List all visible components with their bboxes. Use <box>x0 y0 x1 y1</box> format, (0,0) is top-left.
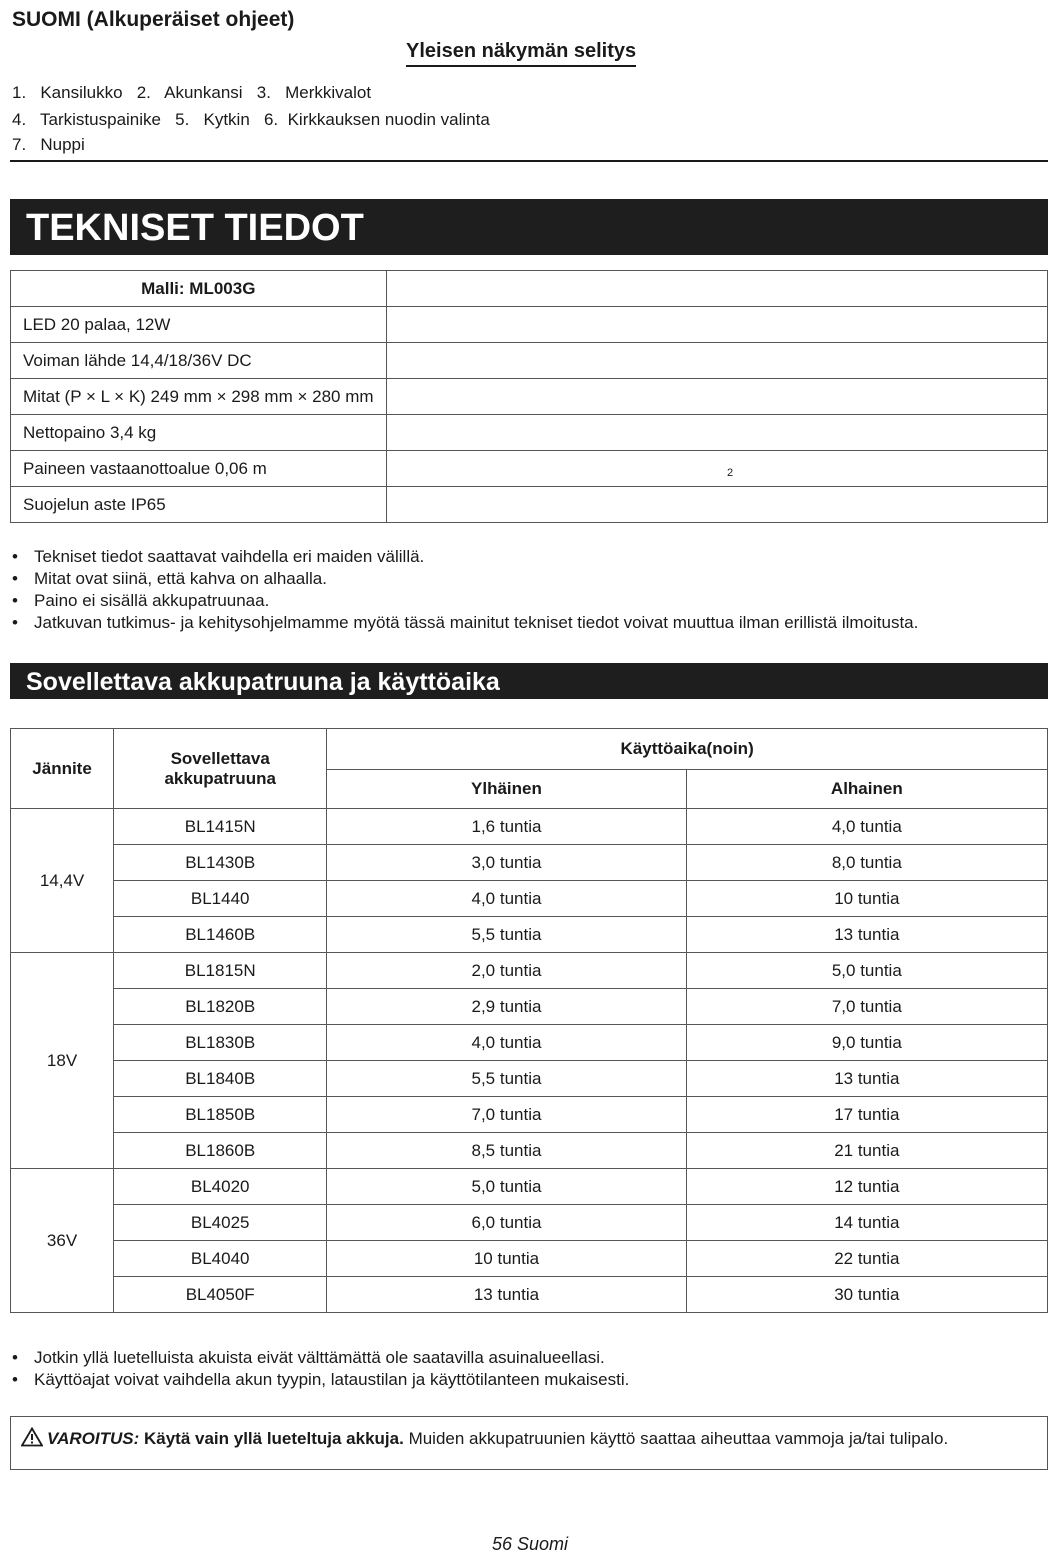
runtime-high-cell: 13 tuntia <box>327 1277 686 1313</box>
runtime-low-cell: 9,0 tuntia <box>686 1025 1047 1061</box>
note: • Jotkin yllä luetelluista akuista eivät välttämättä ole saatavilla asuinalueellasi. <box>12 1347 629 1369</box>
page-footer: 56 Suomi <box>491 1534 569 1554</box>
note: • Jatkuvan tutkimus- ja kehitysohjelmamme myötä tässä mainitut tekniset tiedot voivat muuttua ilman erillistä ilmoitusta. <box>12 612 918 634</box>
superscript-2: 2 <box>727 467 734 479</box>
model-cell: BL1820B <box>114 989 327 1025</box>
warning-box <box>10 1416 1048 1470</box>
battery-row <box>11 1025 1048 1061</box>
runtime-high-cell: 7,0 tuntia <box>327 1097 686 1133</box>
runtime-high-cell: 1,6 tuntia <box>327 809 686 845</box>
parts-line: 7. Nuppi <box>12 135 85 154</box>
spec-protection: Suojelun aste IP65 <box>11 487 387 523</box>
runtime-low-cell: 10 tuntia <box>686 881 1047 917</box>
specs-banner: TEKNISET TIEDOT <box>10 199 1048 255</box>
model-cell: BL1850B <box>114 1097 327 1133</box>
battery-row <box>11 1241 1048 1277</box>
battery-row <box>11 1061 1048 1097</box>
model-cell: BL4020 <box>114 1169 327 1205</box>
battery-row <box>11 1277 1048 1313</box>
model-cell: BL1860B <box>114 1133 327 1169</box>
voltage-cell: 36V <box>11 1169 114 1313</box>
battery-row <box>11 1097 1048 1133</box>
battery-row <box>11 809 1048 845</box>
runtime-high-cell: 8,5 tuntia <box>327 1133 686 1169</box>
parts-line: 1. Kansilukko 2. Akunkansi 3. Merkkivalot <box>12 83 372 102</box>
runtime-low-cell: 13 tuntia <box>686 1061 1047 1097</box>
battery-row <box>11 1133 1048 1169</box>
runtime-high-cell: 10 tuntia <box>327 1241 686 1277</box>
battery-banner: Sovellettava akkupatruuna ja käyttöaika <box>10 663 1048 699</box>
warning-emphasis: Käytä vain yllä lueteltuja akkuja. <box>143 1429 404 1448</box>
runtime-high-cell: 5,5 tuntia <box>327 1061 686 1097</box>
warning-label: VAROITUS: <box>47 1429 140 1448</box>
header-runtime: Käyttöaika(noin) <box>327 729 1048 770</box>
battery-row <box>11 881 1048 917</box>
header-low: Alhainen <box>686 770 1047 809</box>
runtime-high-cell: 6,0 tuntia <box>327 1205 686 1241</box>
spec-weight: Nettopaino 3,4 kg <box>11 415 387 451</box>
spec-blank <box>386 271 1047 307</box>
spec-led: LED 20 palaa, 12W <box>11 307 387 343</box>
runtime-high-cell: 2,9 tuntia <box>327 989 686 1025</box>
model-cell: BL1460B <box>114 917 327 953</box>
model-cell: BL4040 <box>114 1241 327 1277</box>
battery-table <box>10 728 1048 1313</box>
specs-notes <box>12 546 918 634</box>
warning-text: Muiden akkupatruunien käyttö saattaa aiheuttaa vammoja ja/tai tulipalo. <box>408 1429 949 1448</box>
model-cell: BL1430B <box>114 845 327 881</box>
runtime-high-cell: 2,0 tuntia <box>327 953 686 989</box>
header-voltage: Jännite <box>11 729 114 809</box>
voltage-cell: 18V <box>11 953 114 1169</box>
specs-table <box>10 270 1048 523</box>
runtime-low-cell: 8,0 tuntia <box>686 845 1047 881</box>
runtime-low-cell: 4,0 tuntia <box>686 809 1047 845</box>
battery-row <box>11 1169 1048 1205</box>
runtime-high-cell: 5,5 tuntia <box>327 917 686 953</box>
language-title: SUOMI (Alkuperäiset ohjeet) <box>12 8 295 31</box>
runtime-high-cell: 4,0 tuntia <box>327 881 686 917</box>
runtime-low-cell: 5,0 tuntia <box>686 953 1047 989</box>
note: • Tekniset tiedot saattavat vaihdella eri maiden välillä. <box>12 546 918 568</box>
runtime-low-cell: 21 tuntia <box>686 1133 1047 1169</box>
battery-notes <box>12 1347 629 1391</box>
model-cell: BL1815N <box>114 953 327 989</box>
header-cartridge: Sovellettava akkupatruuna <box>114 729 327 809</box>
divider <box>10 160 1048 162</box>
warning-icon <box>21 1427 43 1447</box>
model-cell: BL4050F <box>114 1277 327 1313</box>
note: • Käyttöajat voivat vaihdella akun tyypin, lataustilan ja käyttötilanteen mukaisesti. <box>12 1369 629 1391</box>
battery-row <box>11 917 1048 953</box>
runtime-low-cell: 14 tuntia <box>686 1205 1047 1241</box>
spec-power: Voiman lähde 14,4/18/36V DC <box>11 343 387 379</box>
battery-row <box>11 989 1048 1025</box>
model-cell: BL1415N <box>114 809 327 845</box>
note: • Mitat ovat siinä, että kahva on alhaalla. <box>12 568 918 590</box>
battery-row <box>11 953 1048 989</box>
spec-pressure-area: Paineen vastaanottoalue 0,06 m <box>11 451 387 487</box>
runtime-low-cell: 17 tuntia <box>686 1097 1047 1133</box>
runtime-low-cell: 7,0 tuntia <box>686 989 1047 1025</box>
spec-dimensions: Mitat (P × L × K) 249 mm × 298 mm × 280 mm <box>11 379 387 415</box>
battery-row <box>11 1205 1048 1241</box>
model-cell: BL4025 <box>114 1205 327 1241</box>
runtime-low-cell: 22 tuntia <box>686 1241 1047 1277</box>
overview-title: Yleisen näkymän selitys <box>406 40 636 67</box>
parts-line: 4. Tarkistuspainike 5. Kytkin 6. Kirkkauksen nuodin valinta <box>12 110 490 129</box>
battery-row <box>11 845 1048 881</box>
header-high: Ylhäinen <box>327 770 686 809</box>
runtime-high-cell: 3,0 tuntia <box>327 845 686 881</box>
runtime-high-cell: 4,0 tuntia <box>327 1025 686 1061</box>
runtime-low-cell: 30 tuntia <box>686 1277 1047 1313</box>
model-cell: BL1840B <box>114 1061 327 1097</box>
runtime-high-cell: 5,0 tuntia <box>327 1169 686 1205</box>
model-label: Malli: ML003G <box>11 271 387 307</box>
model-cell: BL1830B <box>114 1025 327 1061</box>
voltage-cell: 14,4V <box>11 809 114 953</box>
runtime-low-cell: 13 tuntia <box>686 917 1047 953</box>
model-cell: BL1440 <box>114 881 327 917</box>
runtime-low-cell: 12 tuntia <box>686 1169 1047 1205</box>
note: • Paino ei sisällä akkupatruunaa. <box>12 590 918 612</box>
